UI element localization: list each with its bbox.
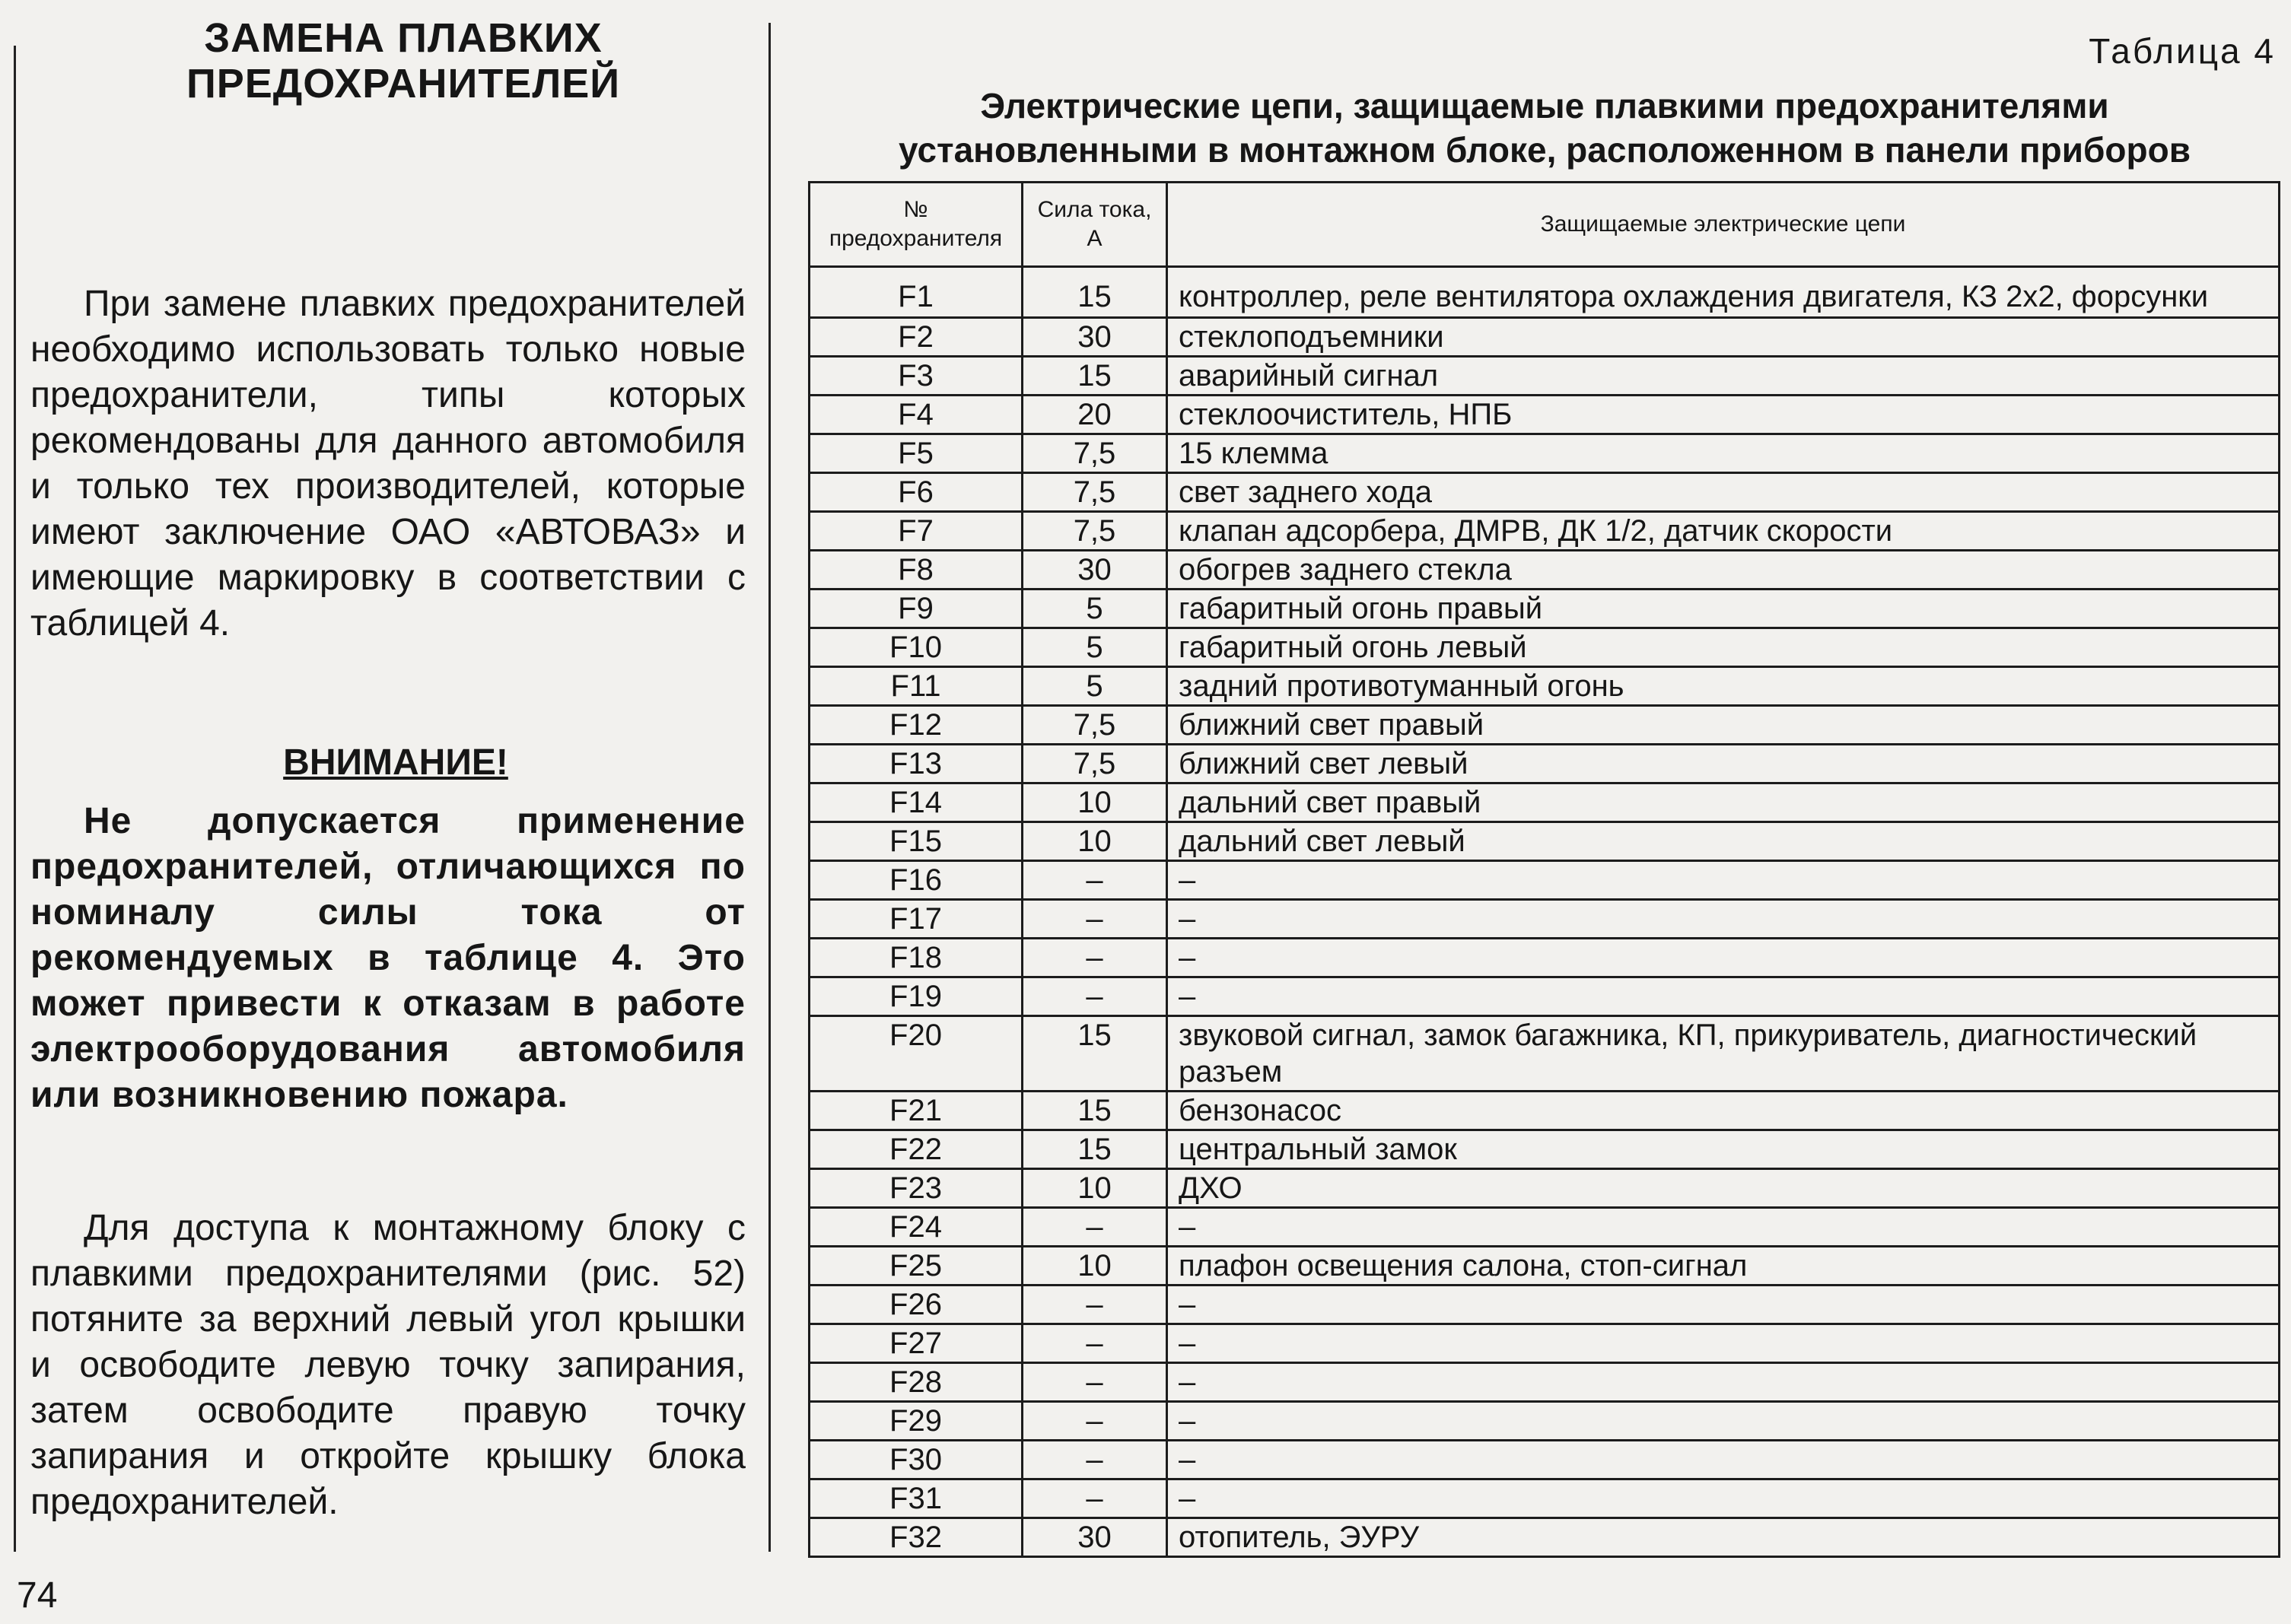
page-number: 74 (17, 1575, 58, 1616)
current-cell: 15 (1023, 1130, 1167, 1169)
current-cell: 15 (1023, 357, 1167, 396)
circuits-cell: – (1167, 1479, 2280, 1518)
current-cell: – (1023, 1363, 1167, 1402)
fuse-number-cell: F5 (810, 434, 1023, 473)
table-row (810, 939, 2280, 977)
circuits-cell: – (1167, 1208, 2280, 1247)
fuse-number-cell: F2 (810, 318, 1023, 357)
table-caption-line2: установленными в монтажном блоке, расположенном в панели приборов (899, 130, 2191, 170)
fuse-number-cell: F10 (810, 628, 1023, 667)
current-cell: 7,5 (1023, 473, 1167, 512)
circuits-cell: стеклоочиститель, НПБ (1167, 396, 2280, 434)
left-column (30, 15, 761, 1522)
table-row (810, 706, 2280, 745)
circuits-cell: аварийный сигнал (1167, 357, 2280, 396)
table-row (810, 977, 2280, 1016)
current-cell: 7,5 (1023, 434, 1167, 473)
fuse-number-cell: F16 (810, 861, 1023, 900)
circuits-cell: габаритный огонь левый (1167, 628, 2280, 667)
paragraph-access-instructions: Для доступа к монтажному блоку с плавкими предохранителями (рис. 52) потяните за верхний левый угол крышки и освободите левую точку запирания, затем освободите правую точку запирания и откройте крышку блока предохранителей. (30, 1208, 746, 1522)
circuits-cell: контроллер, реле вентилятора охлаждения двигателя, КЗ 2х2, форсунки (1167, 267, 2280, 318)
fuse-number-cell: F32 (810, 1518, 1023, 1557)
circuits-cell: дальний свет левый (1167, 822, 2280, 861)
circuits-cell: дальний свет правый (1167, 783, 2280, 822)
section-title: ЗАМЕНА ПЛАВКИХ ПРЕДОХРАНИТЕЛЕЙ (186, 15, 621, 106)
fuse-number-cell: F6 (810, 473, 1023, 512)
fuse-number-cell: F22 (810, 1130, 1023, 1169)
fuse-number-cell: F8 (810, 551, 1023, 590)
header-fuse-number: № предохранителя (810, 183, 1023, 267)
current-cell: – (1023, 1441, 1167, 1479)
fuse-number-cell: F31 (810, 1479, 1023, 1518)
current-cell: 20 (1023, 396, 1167, 434)
circuits-cell: ДХО (1167, 1169, 2280, 1208)
table-row (810, 357, 2280, 396)
table-row (810, 822, 2280, 861)
current-cell: 10 (1023, 783, 1167, 822)
current-cell: 7,5 (1023, 512, 1167, 551)
current-cell: – (1023, 1286, 1167, 1324)
circuits-cell: ближний свет правый (1167, 706, 2280, 745)
table-row (810, 667, 2280, 706)
fuse-number-cell: F14 (810, 783, 1023, 822)
current-cell: 15 (1023, 1016, 1167, 1092)
table-row (810, 1324, 2280, 1363)
circuits-cell: бензонасос (1167, 1092, 2280, 1130)
current-cell: 5 (1023, 628, 1167, 667)
circuits-cell: свет заднего хода (1167, 473, 2280, 512)
table-row (810, 745, 2280, 783)
current-cell: 30 (1023, 551, 1167, 590)
warning-text: Не допускается применение предохранителей, отличающихся по номиналу силы тока от рекомендуемых в таблице 4. Это может привести к отказам в работе электрооборудования автомобиля или возникновению пожара. (30, 801, 746, 1115)
circuits-cell: задний противотуманный огонь (1167, 667, 2280, 706)
fuse-number-cell: F24 (810, 1208, 1023, 1247)
fuse-table (808, 181, 2280, 1558)
current-cell: 7,5 (1023, 706, 1167, 745)
circuits-cell: – (1167, 1441, 2280, 1479)
circuits-cell: габаритный огонь правый (1167, 590, 2280, 628)
fuse-number-cell: F11 (810, 667, 1023, 706)
fuse-number-cell: F29 (810, 1402, 1023, 1441)
fuse-number-cell: F28 (810, 1363, 1023, 1402)
table-row (810, 512, 2280, 551)
table-row (810, 396, 2280, 434)
circuits-cell: – (1167, 1324, 2280, 1363)
fuse-number-cell: F30 (810, 1441, 1023, 1479)
circuits-cell: центральный замок (1167, 1130, 2280, 1169)
fuse-number-cell: F17 (810, 900, 1023, 939)
circuits-cell: ближний свет левый (1167, 745, 2280, 783)
fuse-number-cell: F23 (810, 1169, 1023, 1208)
column-divider (768, 23, 771, 1552)
fuse-number-cell: F4 (810, 396, 1023, 434)
circuits-cell: – (1167, 900, 2280, 939)
fuse-number-cell: F20 (810, 1016, 1023, 1092)
circuits-cell: – (1167, 939, 2280, 977)
fuse-number-cell: F9 (810, 590, 1023, 628)
fuse-number-cell: F25 (810, 1247, 1023, 1286)
current-cell: 30 (1023, 318, 1167, 357)
circuits-cell: – (1167, 1402, 2280, 1441)
fuse-number-cell: F27 (810, 1324, 1023, 1363)
current-cell: – (1023, 1402, 1167, 1441)
table-row (810, 1479, 2280, 1518)
circuits-cell: – (1167, 1363, 2280, 1402)
circuits-cell: стеклоподъемники (1167, 318, 2280, 357)
table-row (810, 434, 2280, 473)
table-header-row (810, 183, 2280, 267)
current-cell: – (1023, 861, 1167, 900)
header-current: Сила тока, А (1023, 183, 1167, 267)
table-row (810, 1016, 2280, 1092)
table-row (810, 900, 2280, 939)
warning-title: ВНИМАНИЕ! (283, 742, 508, 783)
current-cell: – (1023, 939, 1167, 977)
table-caption-line1: Электрические цепи, защищаемые плавкими предохранителями (980, 86, 2109, 126)
table-label: Таблица 4 (2089, 31, 2276, 71)
current-cell: 15 (1023, 1092, 1167, 1130)
table-row (810, 1286, 2280, 1324)
table-row (810, 590, 2280, 628)
table-row (810, 861, 2280, 900)
paragraph-fuse-replacement: При замене плавких предохранителей необходимо использовать только новые предохранители, типы которых рекомендованы для данного автомобиля и только тех производителей, которые имеют заключение ОАО «АВТОВАЗ» и имеющие маркировку в соответствии с таблицей 4. (30, 284, 746, 644)
current-cell: – (1023, 977, 1167, 1016)
fuse-number-cell: F3 (810, 357, 1023, 396)
table-row (810, 628, 2280, 667)
fuse-number-cell: F18 (810, 939, 1023, 977)
table-row (810, 551, 2280, 590)
current-cell: – (1023, 1208, 1167, 1247)
current-cell: 10 (1023, 1247, 1167, 1286)
current-cell: 10 (1023, 1169, 1167, 1208)
current-cell: – (1023, 1324, 1167, 1363)
table-row (810, 318, 2280, 357)
current-cell: 5 (1023, 590, 1167, 628)
fuse-number-cell: F12 (810, 706, 1023, 745)
current-cell: 5 (1023, 667, 1167, 706)
fuse-number-cell: F13 (810, 745, 1023, 783)
table-row (810, 1092, 2280, 1130)
table-row (810, 783, 2280, 822)
circuits-cell: 15 клемма (1167, 434, 2280, 473)
table-row (810, 267, 2280, 318)
fuse-number-cell: F21 (810, 1092, 1023, 1130)
fuse-number-cell: F1 (810, 267, 1023, 318)
circuits-cell: клапан адсорбера, ДМРВ, ДК 1/2, датчик скорости (1167, 512, 2280, 551)
left-margin-rule (14, 46, 16, 1552)
current-cell: 15 (1023, 267, 1167, 318)
fuse-number-cell: F15 (810, 822, 1023, 861)
current-cell: 7,5 (1023, 745, 1167, 783)
header-circuits: Защищаемые электрические цепи (1167, 183, 2280, 267)
fuse-number-cell: F26 (810, 1286, 1023, 1324)
circuits-cell: – (1167, 1286, 2280, 1324)
current-cell: – (1023, 900, 1167, 939)
circuits-cell: обогрев заднего стекла (1167, 551, 2280, 590)
current-cell: 30 (1023, 1518, 1167, 1557)
table-row (810, 1208, 2280, 1247)
circuits-cell: отопитель, ЭУРУ (1167, 1518, 2280, 1557)
current-cell: 10 (1023, 822, 1167, 861)
table-row (810, 1402, 2280, 1441)
circuits-cell: звуковой сигнал, замок багажника, КП, прикуриватель, диагностический разъем (1167, 1016, 2280, 1092)
table-row (810, 473, 2280, 512)
circuits-cell: – (1167, 977, 2280, 1016)
table-caption (822, 84, 2267, 172)
circuits-cell: плафон освещения салона, стоп-сигнал (1167, 1247, 2280, 1286)
table-row (810, 1363, 2280, 1402)
current-cell: – (1023, 1479, 1167, 1518)
table-row (810, 1169, 2280, 1208)
table-row (810, 1130, 2280, 1169)
table-row (810, 1441, 2280, 1479)
table-row (810, 1247, 2280, 1286)
fuse-table-body (810, 267, 2280, 1557)
table-row (810, 1518, 2280, 1557)
fuse-number-cell: F19 (810, 977, 1023, 1016)
circuits-cell: – (1167, 861, 2280, 900)
fuse-number-cell: F7 (810, 512, 1023, 551)
